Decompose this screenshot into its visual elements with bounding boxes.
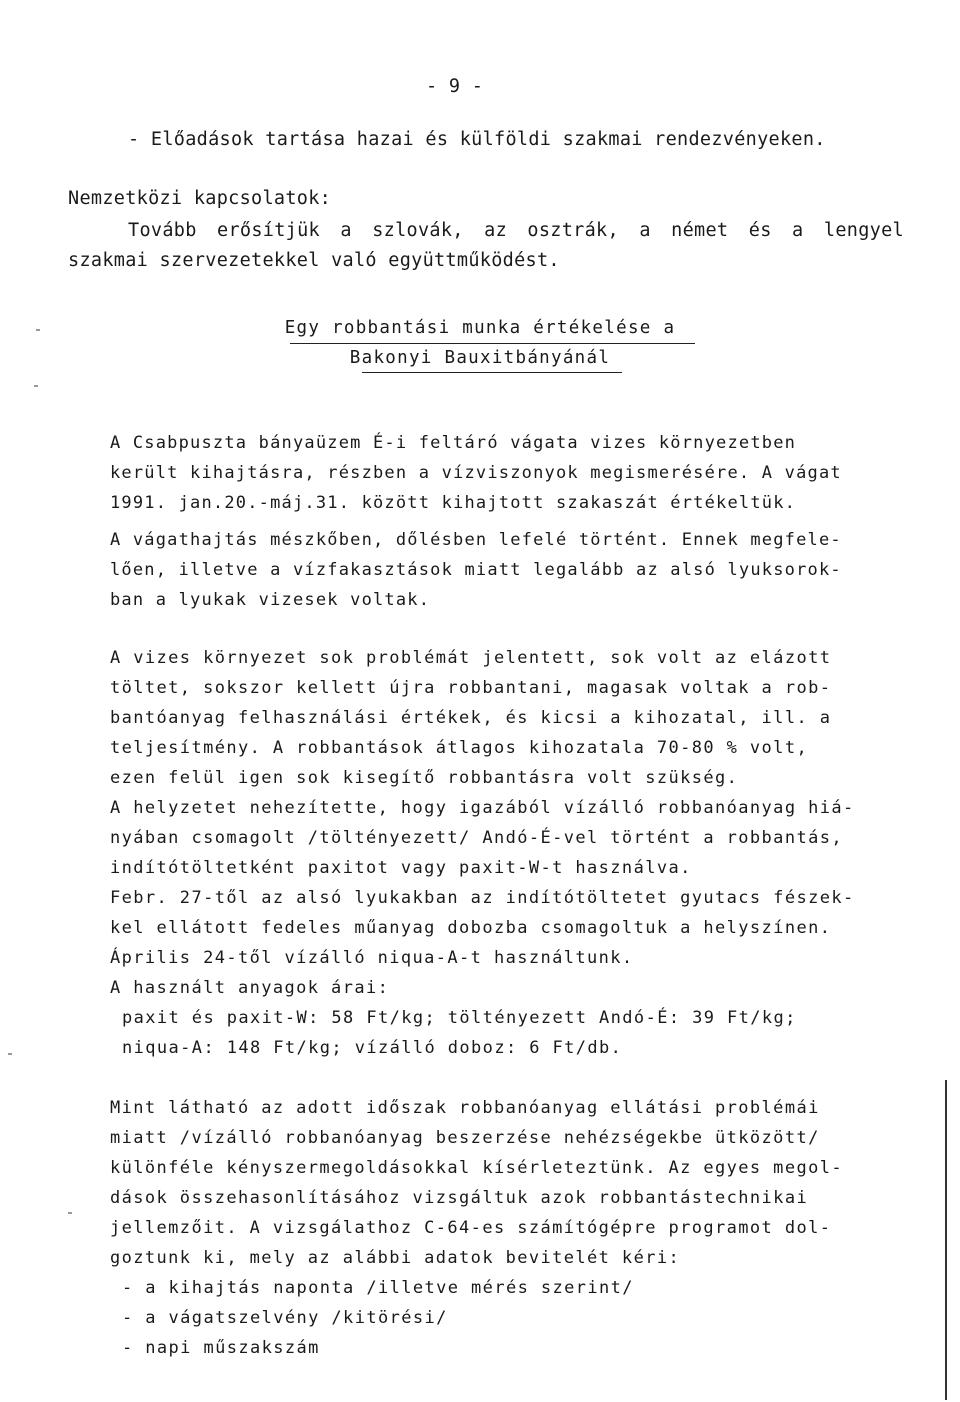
price-line: paxit és paxit-W: 58 Ft/kg; töltényezett Andó-É: 39 Ft/kg; xyxy=(122,1008,797,1028)
word: erősítjük xyxy=(217,220,320,241)
word: Tovább xyxy=(128,220,197,241)
word: lengyel xyxy=(823,220,904,241)
word: osztrák, xyxy=(527,220,619,241)
word: a xyxy=(639,220,651,241)
text-line: indítótöltetként paxitot vagy paxit-W-t használva. xyxy=(110,858,692,878)
text-line: nyában csomagolt /töltényezett/ Andó-É-vel történt a robbantás, xyxy=(110,828,843,848)
text-line: A vágathajtás mészkőben, dőlésben lefelé történt. Ennek megfele- xyxy=(110,530,842,550)
word: a xyxy=(792,220,804,241)
list-item: - napi műszakszám xyxy=(122,1338,320,1358)
text-line: töltet, sokszor kellett újra robbantani, magasak voltak a rob- xyxy=(110,678,832,698)
scan-margin-line xyxy=(945,1080,947,1400)
word: a xyxy=(340,220,352,241)
text-line: kel ellátott fedeles műanyag dobozba csomagoltuk a helyszínen. xyxy=(110,918,832,938)
bullet-lectures: - Előadások tartása hazai és külföldi szakmai rendezvényeken. xyxy=(128,129,826,150)
text-line: goztunk ki, mely az alábbi adatok bevitelét kéri: xyxy=(110,1248,681,1268)
word: és xyxy=(748,220,772,241)
text-line: miatt /vízálló robbanóanyag beszerzése nehézségekbe ütközött/ xyxy=(110,1128,820,1148)
word: szlovák, xyxy=(372,220,464,241)
title-underline-2 xyxy=(362,372,622,373)
word: német xyxy=(671,220,729,241)
text-line: ban a lyukak vizesek voltak. xyxy=(110,590,431,610)
text-line: különféle kényszermegoldásokkal kísérleteztünk. Az egyes megol- xyxy=(110,1158,843,1178)
text-line: 1991. jan.20.-máj.31. között kihajtott szakaszát értékeltük. xyxy=(110,493,797,513)
word: az xyxy=(484,220,508,241)
title-underline-1 xyxy=(290,343,695,344)
text-line: Mint látható az adott időszak robbanóanyag ellátási problémái xyxy=(110,1098,820,1118)
scan-speck xyxy=(36,329,40,331)
scan-speck xyxy=(8,1053,12,1055)
scan-speck xyxy=(68,1212,72,1214)
text-line: ezen felül igen sok kisegítő robbantásra volt szükség. xyxy=(110,768,739,788)
text-line: került kihajtásra, részben a vízviszonyok megismerésére. A vágat xyxy=(110,463,842,483)
intro-line-2: szakmai szervezetekkel való együttműködést. xyxy=(68,250,560,271)
text-line: dások összehasonlításához vizsgáltuk azok robbantástechnikai xyxy=(110,1188,809,1208)
section-title-line-1: Egy robbantási munka értékelése a xyxy=(284,318,676,338)
scan-speck xyxy=(34,385,38,387)
text-line: jellemzőit. A vizsgálathoz C-64-es számítógépre programot dol- xyxy=(110,1218,832,1238)
text-line: Április 24-től vízálló niqua-A-t használtunk. xyxy=(110,948,634,968)
page-number: - 9 - xyxy=(426,76,484,97)
text-line: teljesítmény. A robbantások átlagos kihozatala 70-80 % volt, xyxy=(110,738,809,758)
text-line: A Csabpuszta bányaüzem É-i feltáró vágata vizes környezetben xyxy=(110,433,797,453)
list-item: - a vágatszelvény /kitörési/ xyxy=(122,1308,448,1328)
text-line: A helyzetet nehezítette, hogy igazából vízálló robbanóanyag hiá- xyxy=(110,798,855,818)
section-heading-international: Nemzetközi kapcsolatok: xyxy=(68,188,332,209)
text-line: A használt anyagok árai: xyxy=(110,978,390,998)
text-line: lően, illetve a vízfakasztások miatt legalább az alsó lyuksorok- xyxy=(110,560,842,580)
text-line: bantóanyag felhasználási értékek, és kicsi a kihozatal, ill. a xyxy=(110,708,832,728)
text-line: Febr. 27-től az alsó lyukakban az indítótöltetet gyutacs fészek- xyxy=(110,888,855,908)
price-line: niqua-A: 148 Ft/kg; vízálló doboz: 6 Ft/db. xyxy=(122,1038,623,1058)
justified-line xyxy=(128,220,904,242)
section-title-line-2: Bakonyi Bauxitbányánál xyxy=(349,348,611,368)
list-item: - a kihajtás naponta /illetve mérés szerint/ xyxy=(122,1278,634,1298)
text-line: A vizes környezet sok problémát jelentett, sok volt az elázott xyxy=(110,648,832,668)
